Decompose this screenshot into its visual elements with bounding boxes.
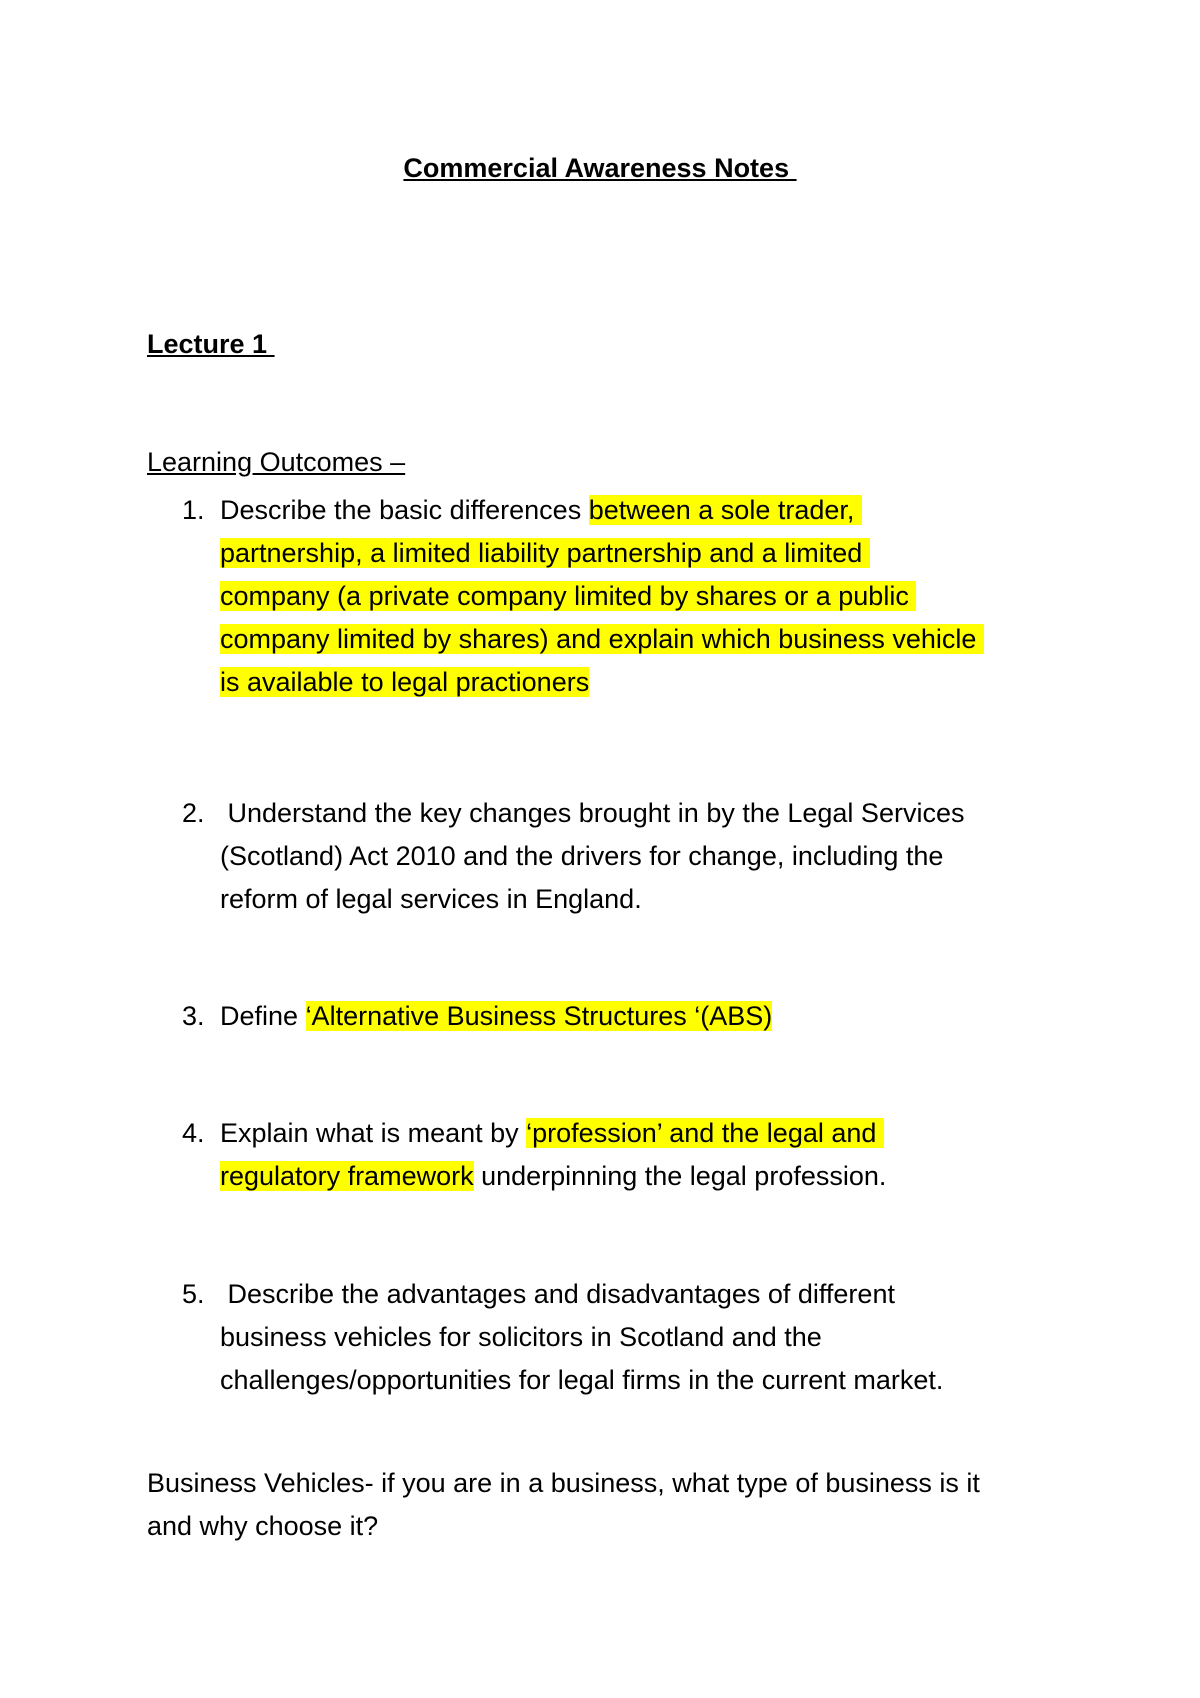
plain-text: Explain what is meant by: [220, 1118, 527, 1148]
plain-text: underpinning the legal profession.: [473, 1161, 887, 1191]
text-line: [220, 995, 1120, 1038]
text-line: [220, 1155, 1120, 1198]
highlighted-text: regulatory framework: [220, 1161, 474, 1191]
text-line: Business Vehicles- if you are in a business, what type of business is it: [147, 1468, 980, 1498]
list-item-text: [220, 995, 1120, 1038]
text-line: [220, 532, 1120, 575]
text-line: Describe the advantages and disadvantages of different: [220, 1279, 895, 1309]
plain-text: Define: [220, 1001, 306, 1031]
text-line: [220, 489, 1120, 532]
learning-outcomes-heading: Learning Outcomes –: [147, 447, 406, 477]
list-item-text: [220, 1112, 1120, 1198]
text-line: Understand the key changes brought in by the Legal Services: [220, 798, 965, 828]
highlighted-text: company limited by shares) and explain which business vehicle: [220, 624, 984, 654]
document-title: Commercial Awareness Notes: [403, 153, 797, 183]
text-line: [220, 618, 1120, 661]
highlighted-text: partnership, a limited liability partnership and a limited: [220, 538, 870, 568]
text-line: reform of legal services in England.: [220, 884, 642, 914]
highlighted-text: company (a private company limited by shares or a public: [220, 581, 917, 611]
text-line: (Scotland) Act 2010 and the drivers for change, including the: [220, 841, 944, 871]
list-item-text: [220, 489, 1120, 704]
text-line: [220, 575, 1120, 618]
list-item-number: 4.: [182, 1118, 205, 1148]
list-item-number: 5.: [182, 1279, 205, 1309]
list-item-text: [220, 1273, 1120, 1402]
business-vehicles-paragraph: [147, 1462, 1107, 1548]
text-line: and why choose it?: [147, 1511, 379, 1541]
highlighted-text: ‘profession’ and the legal and: [526, 1118, 884, 1148]
highlighted-text: between a sole trader,: [588, 495, 862, 525]
list-item-text: [220, 792, 1120, 921]
list-item-number: 2.: [182, 798, 205, 828]
text-line: [220, 661, 1120, 704]
lecture-heading: Lecture 1: [147, 329, 275, 359]
highlighted-text: is available to legal practioners: [220, 667, 590, 697]
list-item-number: 3.: [182, 1001, 205, 1031]
list-item-number: 1.: [182, 495, 205, 525]
highlighted-text: ‘Alternative Business Structures ‘(ABS): [305, 1001, 773, 1031]
plain-text: Describe the basic differences: [220, 495, 589, 525]
text-line: business vehicles for solicitors in Scotland and the: [220, 1322, 822, 1352]
text-line: challenges/opportunities for legal firms in the current market.: [220, 1365, 944, 1395]
text-line: [220, 1112, 1120, 1155]
